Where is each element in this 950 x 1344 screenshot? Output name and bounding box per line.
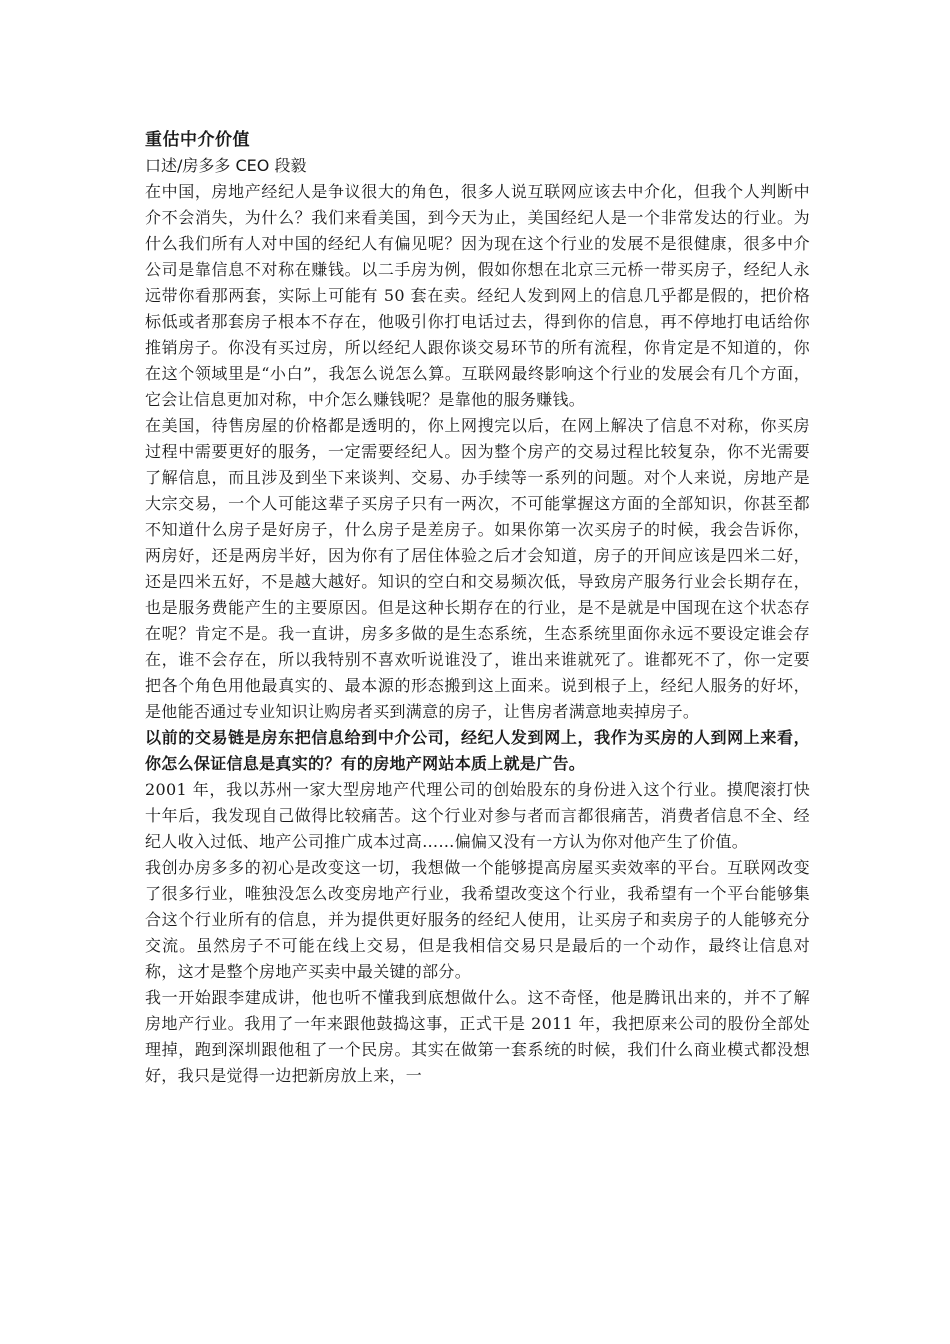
bold-paragraph: 以前的交易链是房东把信息给到中介公司，经纪人发到网上，我作为买房的人到网上来看，你怎么保证信息是真实的？有的房地产网站本质上就是广告。 [145, 728, 810, 773]
paragraph: 我一开始跟李建成讲，他也听不懂我到底想做什么。这不奇怪，他是腾讯出来的，并不了解房地产行业。我用了一年来跟他鼓捣这事，正式干是 2011 年，我把原来公司的股份全部处理掉，跑到深圳跟他租了一个民房。其实在做第一套系统的时候，我们什么商业模式都没想好，我只是觉得一边把新房放上来，一 [145, 988, 810, 1085]
article-title: 重估中介价值 [145, 130, 250, 150]
paragraph: 在美国，待售房屋的价格都是透明的，你上网搜完以后，在网上解决了信息不对称，你买房过程中需要更好的服务，一定需要经纪人。因为整个房产的交易过程比较复杂，你不光需要了解信息，而且涉及到坐下来谈判、交易、办手续等一系列的问题。对个人来说，房地产是大宗交易，一个人可能这辈子买房子只有一两次，不可能掌握这方面的全部知识，你甚至都不知道什么房子是好房子，什么房子是差房子。如果你第一次买房子的时候，我会告诉你，两房好，还是两房半好，因为你有了居住体验之后才会知道，房子的开间应该是四米二好，还是四米五好，不是越大越好。知识的空白和交易频次低，导致房产服务行业会长期存在，也是服务费能产生的主要原因。但是这种长期存在的行业，是不是就是中国现在这个状态存在呢？肯定不是。我一直讲，房多多做的是生态系统，生态系统里面你永远不要设定谁会存在，谁不会存在，所以我特别不喜欢听说谁没了，谁出来谁就死了。谁都死不了，你一定要把各个角色用他最真实的、最本源的形态搬到这上面来。说到根子上，经纪人服务的好坏，是他能否通过专业知识让购房者买到满意的房子，让售房者满意地卖掉房子。 [145, 416, 810, 721]
article-byline: 口述/房多多 CEO 段毅 [145, 156, 307, 175]
document-page [145, 127, 810, 1089]
paragraph: 我创办房多多的初心是改变这一切，我想做一个能够提高房屋买卖效率的平台。互联网改变了很多行业，唯独没怎么改变房地产行业，我希望改变这个行业，我希望有一个平台能够集合这个行业所有的信息，并为提供更好服务的经纪人使用，让买房子和卖房子的人能够充分交流。虽然房子不可能在线上交易，但是我相信交易只是最后的一个动作，最终让信息对称，这才是整个房地产买卖中最关键的部分。 [145, 858, 810, 981]
paragraph: 在中国，房地产经纪人是争议很大的角色，很多人说互联网应该去中介化，但我个人判断中介不会消失，为什么？我们来看美国，到今天为止，美国经纪人是一个非常发达的行业。为什么我们所有人对中国的经纪人有偏见呢？因为现在这个行业的发展不是很健康，很多中介公司是靠信息不对称在赚钱。以二手房为例，假如你想在北京三元桥一带买房子，经纪人永远带你看那两套，实际上可能有 50 套在卖。经纪人发到网上的信息几乎都是假的，把价格标低或者那套房子根本不存在，他吸引你打电话过去，得到你的信息，再不停地打电话给你推销房子。你没有买过房，所以经纪人跟你谈交易环节的所有流程，你肯定是不知道的，你在这个领域里是“小白”，我怎么说怎么算。互联网最终影响这个行业的发展会有几个方面，它会让信息更加对称，中介怎么赚钱呢？是靠他的服务赚钱。 [145, 182, 810, 409]
paragraph: 2001 年，我以苏州一家大型房地产代理公司的创始股东的身份进入这个行业。摸爬滚打快十年后，我发现自己做得比较痛苦。这个行业对参与者而言都很痛苦，消费者信息不全、经纪人收入过低、地产公司推广成本过高……偏偏又没有一方认为你对他产生了价值。 [145, 780, 810, 851]
